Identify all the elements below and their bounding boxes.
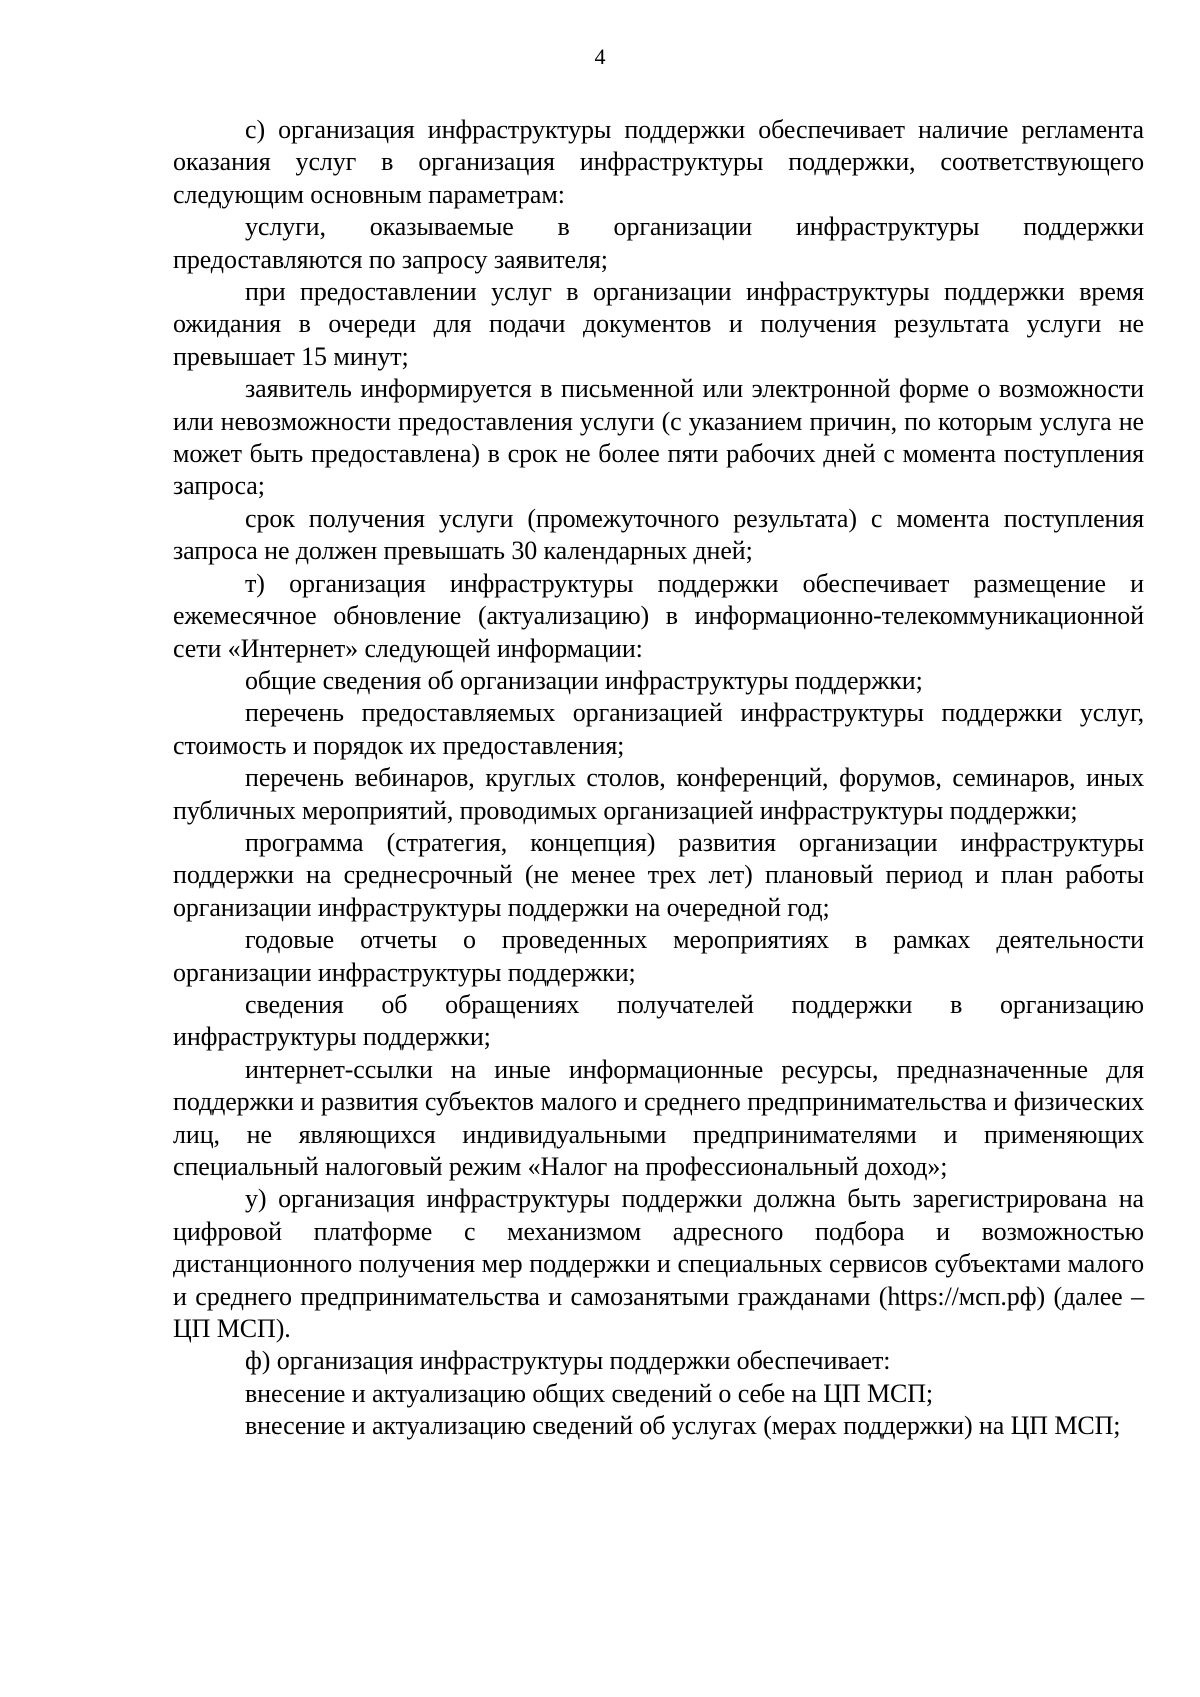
paragraph-events-list: перечень вебинаров, круглых столов, конференций, форумов, семинаров, иных публичных мероприятий, проводимых организацией инфраструктуры поддержки; — [173, 763, 1144, 825]
paragraph-c-regulation: с) организация инфраструктуры поддержки обеспечивает наличие регламента оказания услуг в организация инфраструктуры поддержки, соответствующего следующим основным параметрам: — [173, 115, 1144, 209]
paragraph-requests-info: сведения об обращениях получателей поддержки в организацию инфраструктуры поддержки; — [173, 989, 1144, 1052]
paragraph-general-info: общие сведения об организации инфраструктуры поддержки; — [245, 665, 923, 695]
paragraph-annual-reports: годовые отчеты о проведенных мероприятиях в рамках деятельности организации инфраструктуры поддержки; — [173, 925, 1144, 987]
paragraph-t-internet-publication: т) организация инфраструктуры поддержки обеспечивает размещение и ежемесячное обновление (актуализацию) в информационно-телекоммуникационной сети «Интернет» следующей информации: — [173, 568, 1144, 663]
paragraph-f-provides: ф) организация инфраструктуры поддержки обеспечивает: — [245, 1346, 891, 1376]
paragraph-internet-links: интернет-ссылки на иные информационные ресурсы, предназначенные для поддержки и развития субъектов малого и среднего предпринимательства и физических лиц, не являющихся индивидуальными предпринимателями и применяющих специальный налоговый режим «Налог на профессиональный доход»; — [173, 1054, 1144, 1181]
paragraph-u-platform-registration: у) организация инфраструктуры поддержки должна быть зарегистрирована на цифровой платформе с механизмом адресного подбора и возможностью дистанционного получения мер поддержки и специальных сервисов субъектами малого и среднего предпринимательства и самозанятыми гражданами (https://мсп.рф) (далее – ЦП МСП). — [173, 1184, 1144, 1344]
paragraph-development-program: программа (стратегия, концепция) развития организации инфраструктуры поддержки на среднесрочный (не менее трех лет) плановый период и план работы организации инфраструктуры поддержки на очередной год; — [173, 827, 1144, 922]
paragraph-services-info-update: внесение и актуализацию сведений об услугах (мерах поддержки) на ЦП МСП; — [245, 1411, 1121, 1441]
paragraph-service-term: срок получения услуги (промежуточного результата) с момента поступления запроса не должен превышать 30 календарных дней; — [173, 503, 1144, 566]
page-number: 4 — [594, 44, 606, 69]
paragraph-services-list: перечень предоставляемых организацией инфраструктуры поддержки услуг, стоимость и порядок их предоставления; — [173, 698, 1144, 760]
paragraph-services-on-request: услуги, оказываемые в организации инфраструктуры поддержки предоставляются по запросу заявителя; — [173, 212, 1144, 274]
paragraph-applicant-informed: заявитель информируется в письменной или электронной форме о возможности или невозможности предоставления услуги (с указанием причин, по которым услуга не может быть предоставлена) в срок не более пяти рабочих дней с момента поступления запроса; — [173, 374, 1144, 501]
paragraph-waiting-time: при предоставлении услуг в организации инфраструктуры поддержки время ожидания в очереди для подачи документов и получения результата услуги не превышает 15 минут; — [173, 277, 1144, 371]
document-body — [173, 114, 1144, 1443]
paragraph-general-info-update: внесение и актуализацию общих сведений о себе на ЦП МСП; — [245, 1378, 934, 1408]
